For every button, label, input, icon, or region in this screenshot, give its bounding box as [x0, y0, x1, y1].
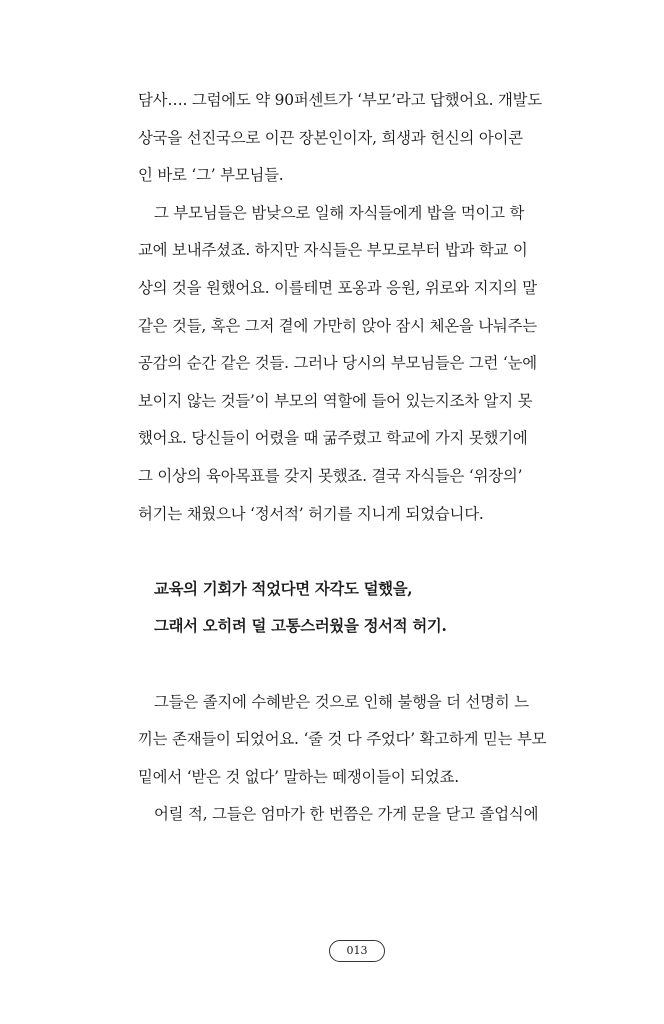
text-line: 밑에서 ‘받은 것 없다’ 말하는 떼쟁이들이 되었죠.	[138, 767, 459, 786]
text-line: 어릴 적, 그들은 엄마가 한 번쯤은 가게 문을 닫고 졸업식에	[154, 805, 539, 824]
text-line: 인 바로 ‘그’ 부모님들.	[138, 166, 284, 185]
text-line: 허기는 채웠으나 ‘정서적’ 허기를 지니게 되었습니다.	[138, 504, 484, 523]
text-line: 상의 것을 원했어요. 이를테면 포옹과 응원, 위로와 지지의 말	[138, 278, 537, 297]
text-line: 했어요. 당신들이 어렸을 때 굶주렸고 학교에 가지 못했기에	[138, 429, 528, 448]
highlight-quote	[138, 571, 568, 646]
text-line: 끼는 존재들이 되었어요. ‘줄 것 다 주었다’ 확고하게 믿는 부모	[138, 730, 547, 749]
paragraph-4	[138, 796, 568, 834]
text-line: 상국을 선진국으로 이끈 장본인이자, 희생과 헌신의 아이콘	[138, 128, 523, 147]
quote-line: 교육의 기회가 적었다면 자각도 덜했을,	[154, 579, 413, 598]
quote-line: 그래서 오히려 덜 고통스러웠을 정서적 허기.	[154, 617, 447, 636]
text-line: 공감의 순간 같은 것들. 그러나 당시의 부모님들은 그런 ‘눈에	[138, 354, 537, 373]
paragraph-2	[138, 195, 568, 533]
paragraph-3	[138, 684, 568, 797]
text-line: 그들은 졸지에 수혜받은 것으로 인해 불행을 더 선명히 느	[154, 692, 529, 711]
body-text	[138, 82, 568, 834]
page-number: 013	[329, 940, 385, 962]
text-line: 그 이상의 육아목표를 갖지 못했죠. 결국 자식들은 ‘위장의’	[138, 466, 523, 485]
spacer	[138, 646, 568, 684]
text-line: 같은 것들, 혹은 그저 곁에 가만히 앉아 잠시 체온을 나눠주는	[138, 316, 537, 335]
text-line: 교에 보내주셨죠. 하지만 자식들은 부모로부터 밥과 학교 이	[138, 241, 528, 260]
paragraph-1	[138, 82, 568, 195]
spacer	[138, 533, 568, 571]
text-line: 보이지 않는 것들’이 부모의 역할에 들어 있는지조차 알지 못	[138, 391, 533, 410]
text-line: 담사…. 그럼에도 약 90퍼센트가 ‘부모’라고 답했어요. 개발도	[138, 91, 542, 109]
text-line: 그 부모님들은 밤낮으로 일해 자식들에게 밥을 먹이고 학	[154, 203, 525, 222]
